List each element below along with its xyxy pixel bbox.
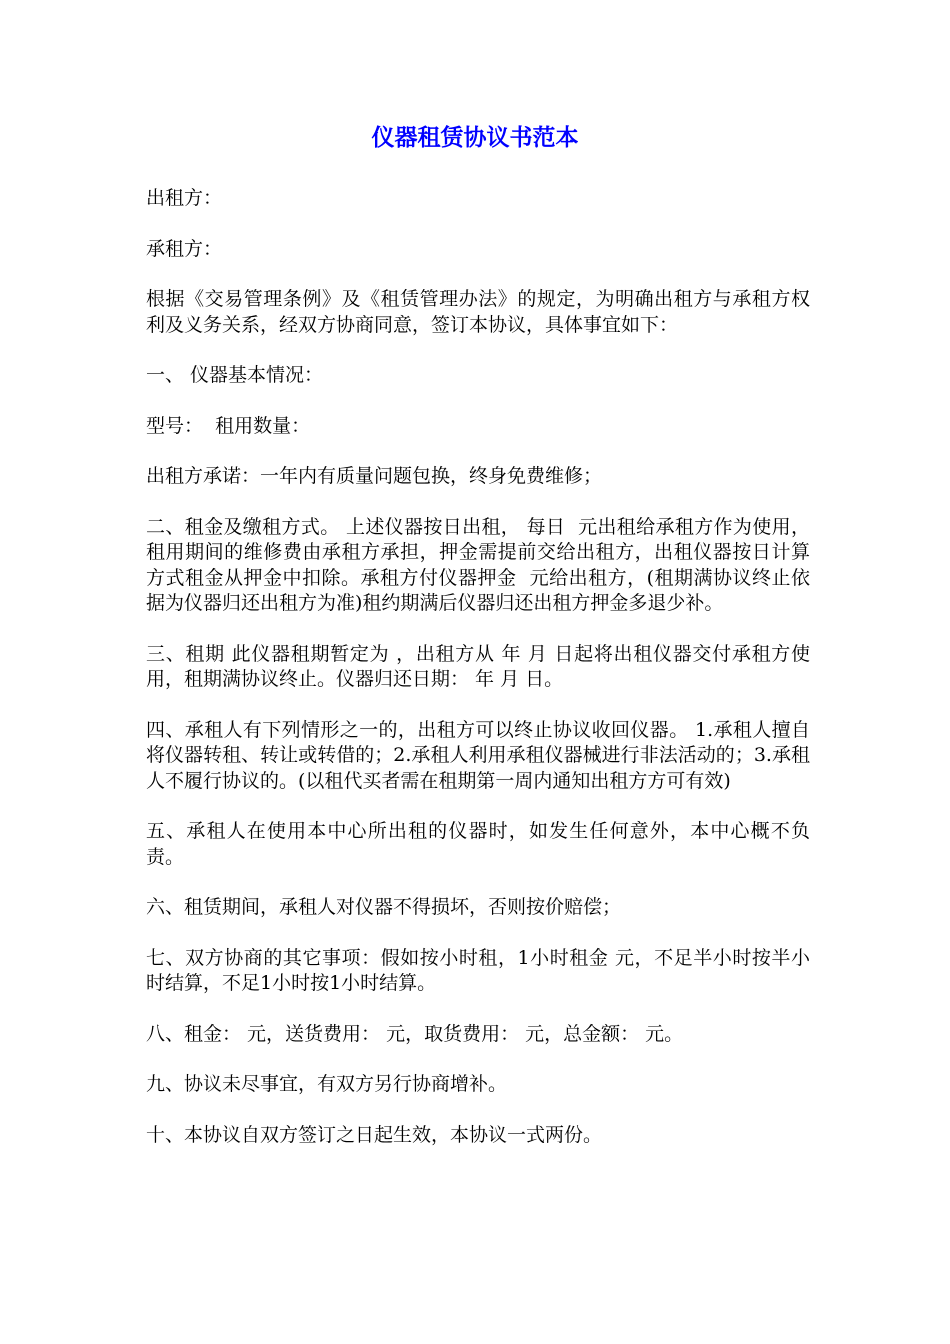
document-body (146, 186, 810, 1173)
paragraph-section-7: 七、双方协商的其它事项：假如按小时租，1小时租金 元，不足半小时按半小时结算，不足1小时按1小时结算。 (146, 946, 810, 994)
paragraph-section-6: 六、租赁期间，承租人对仪器不得损坏，否则按价赔偿； (146, 896, 622, 918)
paragraph-section-2: 二、租金及缴租方式。 上述仪器按日出租， 每日 元出租给承租方作为使用，租用期间的维修费由承租方承担，押金需提前交给出租方，出租仪器按日计算方式租金从押金中扣除。承租方付仪器押金 元给出租方，(租期满协议终止依据为仪器归还出租方为准)租约期满后仪器归还出租方押金多退少补。 (146, 515, 810, 614)
paragraph-section-9: 九、协议未尽事宜，有双方另行协商增补。 (146, 1073, 508, 1095)
paragraph-lessee: 承租方： (146, 237, 223, 260)
paragraph-section-10: 十、本协议自双方签订之日起生效，本协议一式两份。 (146, 1123, 603, 1146)
paragraph-model-quantity: 型号： 租用数量： (146, 414, 311, 437)
paragraph-section-1: 一、 仪器基本情况： (146, 364, 324, 386)
paragraph-lessor: 出租方： (146, 187, 223, 209)
document-title: 仪器租赁协议书范本 (371, 125, 579, 151)
paragraph-section-8: 八、租金： 元，送货费用： 元，取货费用： 元，总金额： 元。 (146, 1022, 684, 1045)
paragraph-section-3: 三、租期 此仪器租期暂定为 ，出租方从 年 月 日起将出租仪器交付承租方使用，租期满协议终止。仪器归还日期： 年 月 日。 (146, 642, 810, 690)
paragraph-lessor-promise: 出租方承诺：一年内有质量问题包换，终身免费维修； (146, 465, 603, 487)
paragraph-section-5: 五、承租人在使用本中心所出租的仪器时，如发生任何意外，本中心概不负责。 (146, 820, 810, 868)
paragraph-preamble: 根据《交易管理条例》及《租赁管理办法》的规定，为明确出租方与承租方权利及义务关系，经双方协商同意，签订本协议，具体事宜如下： (146, 288, 810, 336)
paragraph-section-4: 四、承租人有下列情形之一的，出租方可以终止协议收回仪器。 1.承租人擅自将仪器转租、转让或转借的；2.承租人利用承租仪器械进行非法活动的；3.承租人不履行协议的。(以租代买者需在租期第一周内通知出租方方可有效) (146, 718, 810, 792)
